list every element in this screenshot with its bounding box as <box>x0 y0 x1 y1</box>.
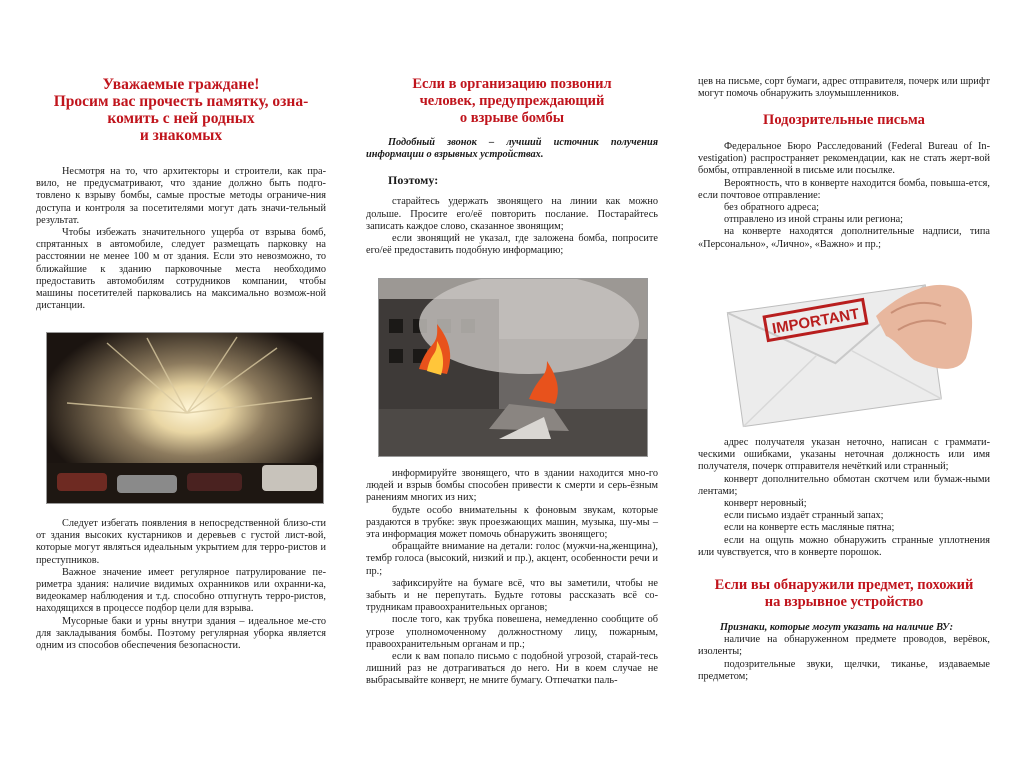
paragraph: Следует избегать появления в непосредственной близо-сти от здания высоких кустарников и деревьев с густой лист-вой, которые могут являться идеальным укрытием для терро-ристов и преступников. <box>36 518 326 566</box>
continued-text <box>698 76 990 100</box>
list-item: на конверте находятся дополнительные надписи, типа «Персонально», «Лично», «Важно» и пр.; <box>698 226 990 250</box>
list-item: без обратного адреса; <box>724 202 820 214</box>
intro-text <box>36 166 326 312</box>
paragraph: адрес получателя указан неточно, написан с граммати-ческими ошибками, указаны неточная должность или имя получателя, почерк отправителя нечёткий или странный; <box>698 437 990 473</box>
hand-envelope-image <box>726 268 976 428</box>
suspicious-letters-heading: Подозрительные письма <box>763 112 925 128</box>
paragraph: Чтобы избежать значительного ущерба от взрыва бомб, спрятанных в автомобиле, следует размещать парковку на расстоянии не менее 100 м от здания. Если это невозможно, то ближайшие к зданию парковочные места необходимо предоставить автомобилям сотрудников компании, чтобы машины посетителей парковались на максимально возмож-ной дистанции. <box>36 227 326 312</box>
list-item: если письмо издаёт странный запах; <box>724 510 884 522</box>
paragraph: зафиксируйте на бумаге всё, что вы заметили, чтобы не забыть и не перепутать. Будьте готовы рассказать всё со-трудникам правоохранительных органов; <box>366 577 658 614</box>
paragraph: Вероятность, что в конверте находится бомба, повыша-ется, если почтовое отправление: <box>698 177 990 201</box>
paragraph: обращайте внимание на детали: голос (мужчи-на,женщина), тембр голоса (высокий, низкий и пр.), акцент, особенности речи и пр.; <box>366 541 658 577</box>
paragraph: Мусорные баки и урны внутри здания – идеальное ме-сто для закладывания бомбы. Поэтому регулярная уборка является одним из способов обеспечения безопасности. <box>36 615 326 652</box>
paragraph: конверт дополнительно обмотан скотчем или бумаж-ными лентами; <box>698 473 990 497</box>
important-stamp: IMPORTANT <box>770 305 861 338</box>
explosion-photo <box>46 332 324 504</box>
fire-image <box>379 279 647 456</box>
phone-threat-heading: Если в организацию позвонил человек, предупреждающий о взрыве бомбы <box>412 76 612 126</box>
leaflet-heading: Уважаемые граждане! Просим вас прочесть памятку, озна- комить с ней родных и знакомых <box>53 76 309 144</box>
paragraph: цев на письме, сорт бумаги, адрес отправителя, почерк или шрифт могут помочь обнаружить злоумышленников. <box>698 76 990 100</box>
paragraph: старайтесь удержать звонящего на линии как можно дольше. Просите его/её повторить послание. Постарайтесь записать каждое слово, сказанное звонящим; <box>366 196 658 232</box>
paragraph: Федеральное Бюро Расследований (Federal Bureau of In-vestigation) распространяет рекомендации, как не стать жерт-вой бомбы, отправленной в письме или посылке. <box>698 141 990 177</box>
phone-threat-text <box>366 137 658 257</box>
envelope-illustration <box>726 268 976 428</box>
paragraph: подозрительные звуки, щелчки, тиканье, издаваемые предметом; <box>698 658 990 682</box>
paragraph: после того, как трубка повешена, немедленно сообщите об угрозе уполномоченному должностному лицу, пожарным, правоохранительным органам и пр.; <box>366 614 658 650</box>
paragraph: если на ощупь можно обнаружить странные уплотнения или чувствуется, что в конверте порошок. <box>698 534 990 558</box>
letter-signs-text <box>698 437 990 559</box>
paragraph: будьте особо внимательны к фоновым звукам, которые раздаются в трубке: звук проезжающих машин, музыка, шу-мы – эта информация может помочь обнаружить звонящего; <box>366 504 658 541</box>
paragraph: Важное значение имеет регулярное патрулирование пе-риметра здания: наличие видимых охранников или охранни-ка, видеокамер наблюдения и т.д. способно отпугнуть терро-ристов, находящихся в процессе подбор цели для взрыва. <box>36 566 326 615</box>
explosive-device-text <box>698 622 990 683</box>
list-item: конверт неровный; <box>724 498 807 510</box>
paragraph: наличие на обнаруженном предмете проводов, верёвок, изоленты; <box>698 634 990 658</box>
security-text <box>36 518 326 652</box>
lead-text: Подобный звонок – лучший источник получения информации о взрывных устройствах. <box>366 137 658 161</box>
subheading: Поэтому: <box>388 173 439 188</box>
lead-text: Признаки, которые могут указать на наличие ВУ: <box>720 622 954 633</box>
phone-threat-steps <box>366 468 658 688</box>
list-item: отправлено из иной страны или региона; <box>724 214 904 226</box>
paragraph: информируйте звонящего, что в здании находится мно-го людей и взрыв бомбы способен привести к смерти и серь-ёзным ранениям многих из них; <box>366 468 658 504</box>
paragraph: если к вам попало письмо с подобной угрозой, старай-тесь лишний раз не дотрагиваться до него. Ни в коем случае не выбрасывайте конверт, не мните бумагу. Отпечатки паль- <box>366 651 658 687</box>
explosive-device-heading: Если вы обнаружили предмет, похожий на взрывное устройство <box>714 577 974 610</box>
paragraph: если звонящий не указал, где заложена бомба, попросите его/её предоставить подобную информацию; <box>366 233 658 257</box>
paragraph: Несмотря на то, что архитекторы и строители, как пра-вило, не предусматривают, что здание должно быть подго-товлено к взрыву бомбы, самые простые методы ограниче-ния доступа и контроля за посетителями могут дать значи-тельный результат. <box>36 166 326 226</box>
explosion-image <box>47 333 323 503</box>
burning-building-photo <box>378 278 648 457</box>
suspicious-letters-text <box>698 141 990 251</box>
list-item: если на конверте есть масляные пятна; <box>724 522 895 534</box>
